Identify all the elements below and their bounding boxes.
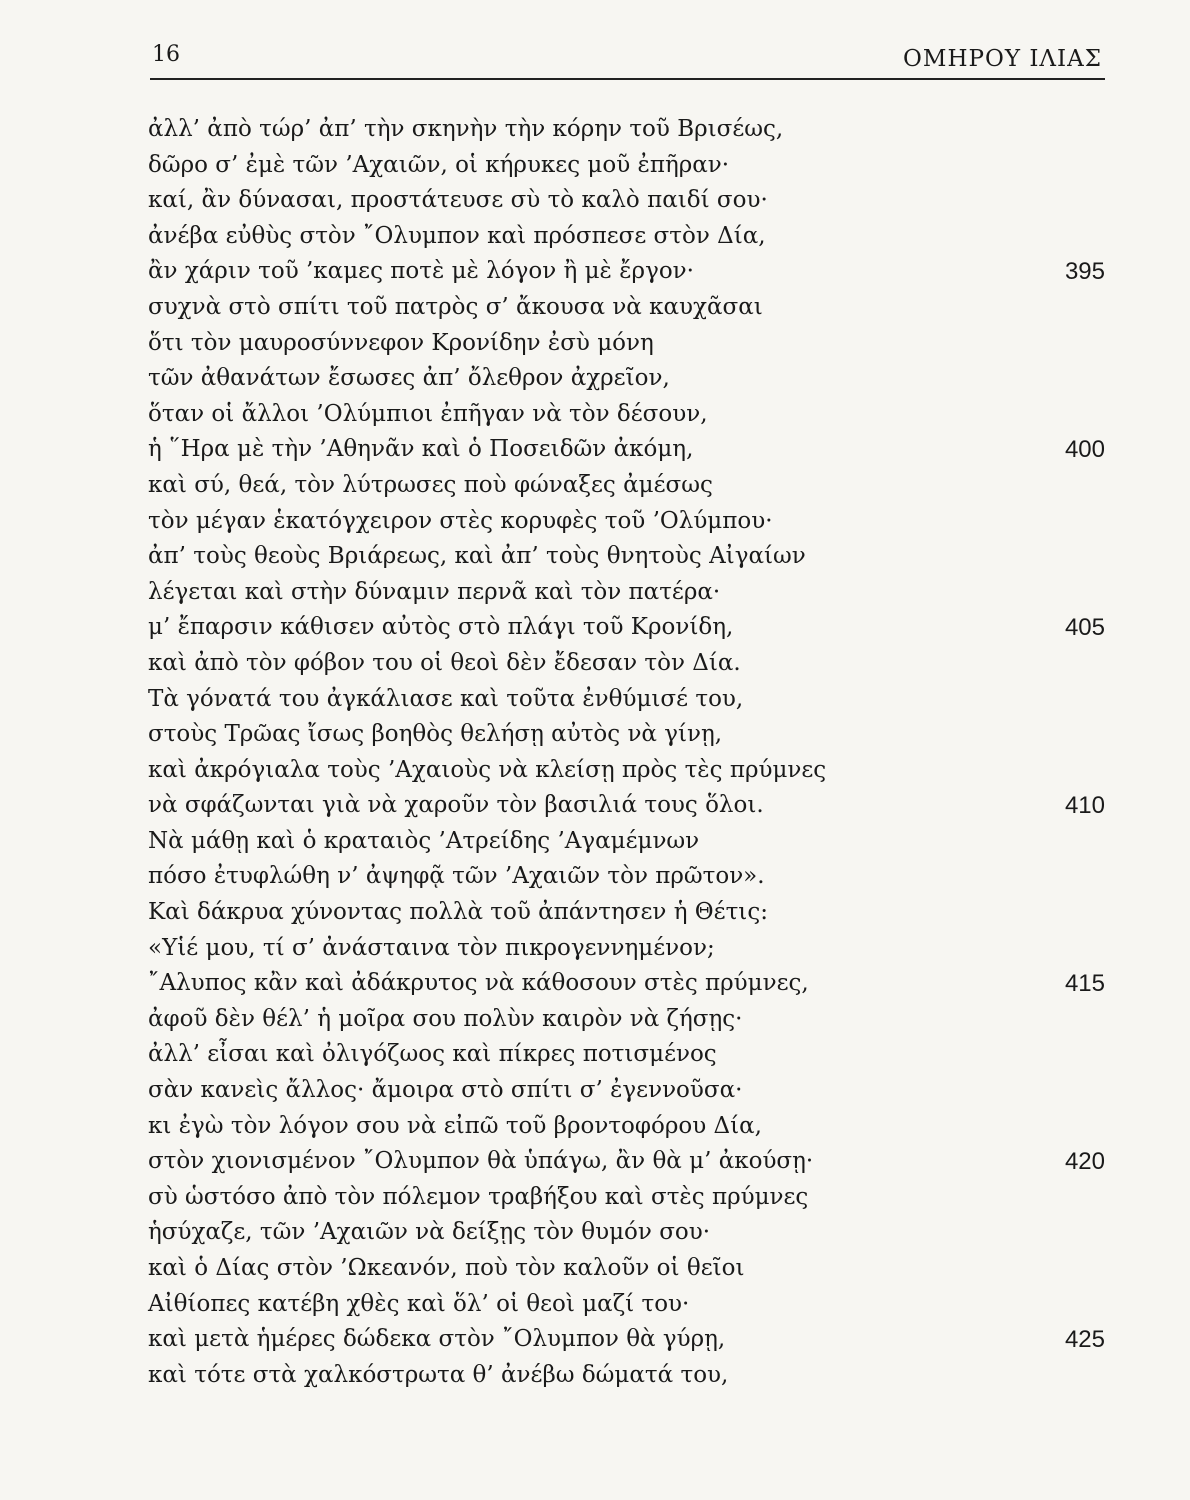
verse-text: τὸν μέγαν ἑκατόγχειρον στὲς κορυφὲς τοῦ ’Ολύμπου· (148, 507, 773, 534)
verse-line (148, 254, 1105, 290)
verse-line (148, 148, 1105, 184)
verse-text: σὰν κανεὶς ἄλλος· ἄμοιρα στὸ σπίτι σ’ ἐγεννοῦσα· (148, 1077, 743, 1104)
verse-line (148, 112, 1105, 148)
header-rule (150, 78, 1105, 80)
verse-line (148, 859, 1105, 895)
verse-text: στοὺς Τρῶας ἴσως βοηθὸς θελήσῃ αὐτὸς νὰ γίνῃ, (148, 721, 723, 748)
verse-text: ὅταν οἱ ἄλλοι ’Ολύμπιοι ἐπῆγαν νὰ τὸν δέσουν, (148, 400, 708, 427)
poem-text (148, 112, 1105, 1393)
verse-line (148, 1037, 1105, 1073)
verse-text: ἀφοῦ δὲν θέλ’ ἡ μοῖρα σου πολὺν καιρὸν νὰ ζήσῃς· (148, 1005, 743, 1032)
verse-text: ἡ ῞Ηρα μὲ τὴν ’Αθηνᾶν καὶ ὁ Ποσειδῶν ἀκόμη, (148, 436, 694, 463)
verse-text: ἂν χάριν τοῦ ’καμες ποτὲ μὲ λόγον ἢ μὲ ἔργον· (148, 258, 694, 285)
line-number: 405 (1064, 614, 1105, 642)
verse-line (148, 1144, 1105, 1180)
verse-text: καί, ἂν δύνασαι, προστάτευσε σὺ τὸ καλὸ παιδί σου· (148, 187, 768, 214)
verse-line (148, 539, 1105, 575)
verse-line (148, 1287, 1105, 1323)
verse-text: μ’ ἔπαρσιν κάθισεν αὐτὸς στὸ πλάγι τοῦ Κρονίδη, (148, 614, 734, 641)
verse-line (148, 326, 1105, 362)
verse-line (148, 788, 1105, 824)
verse-text: καὶ μετὰ ἡμέρες δώδεκα στὸν ῎Ολυμπον θὰ γύρῃ, (148, 1326, 726, 1353)
verse-line (148, 1251, 1105, 1287)
line-number: 395 (1064, 258, 1105, 286)
line-number: 420 (1064, 1148, 1105, 1176)
verse-text: ἀλλ’ ἀπὸ τώρ’ ἀπ’ τὴν σκηνὴν τὴν κόρην τοῦ Βρισέως, (148, 116, 784, 142)
verse-text: καὶ τότε στὰ χαλκόστρωτα θ’ ἀνέβω δώματά του, (148, 1361, 729, 1388)
verse-text: Νὰ μάθῃ καὶ ὁ κραταιὸς ’Ατρείδης ’Αγαμέμνων (148, 827, 700, 854)
verse-text: ἀλλ’ εἶσαι καὶ ὀλιγόζωος καὶ πίκρες ποτισμένος (148, 1041, 717, 1068)
verse-text: καὶ ἀπὸ τὸν φόβον του οἱ θεοὶ δὲν ἔδεσαν τὸν Δία. (148, 649, 741, 676)
verse-line (148, 361, 1105, 397)
verse-text: «Υἱέ μου, τί σ’ ἀνάσταινα τὸν πικρογεννημένον; (148, 934, 715, 961)
verse-text: Τὰ γόνατά του ἀγκάλιασε καὶ τοῦτα ἐνθύμισέ του, (148, 685, 744, 712)
verse-line (148, 1109, 1105, 1145)
verse-line (148, 219, 1105, 255)
verse-line (148, 824, 1105, 860)
verse-text: ἀνέβα εὐθὺς στὸν ῎Ολυμπον καὶ πρόσπεσε στὸν Δία, (148, 222, 766, 249)
verse-line (148, 1358, 1105, 1394)
verse-line (148, 931, 1105, 967)
verse-text: ἡσύχαζε, τῶν ’Αχαιῶν νὰ δείξῃς τὸν θυμόν σου· (148, 1219, 711, 1246)
verse-text: καὶ ἀκρόγιαλα τοὺς ’Αχαιοὺς νὰ κλείσῃ πρὸς τὲς πρύμνες (148, 756, 827, 783)
verse-line (148, 1215, 1105, 1251)
verse-line (148, 717, 1105, 753)
verse-text: Καὶ δάκρυα χύνοντας πολλὰ τοῦ ἀπάντησεν ἡ Θέτις: (148, 899, 768, 926)
verse-line (148, 646, 1105, 682)
verse-line (148, 432, 1105, 468)
verse-text: τῶν ἀθανάτων ἔσωσες ἀπ’ ὄλεθρον ἀχρεῖον, (148, 365, 670, 392)
verse-line (148, 468, 1105, 504)
verse-line (148, 1073, 1105, 1109)
verse-text: ὅτι τὸν μαυροσύννεφον Κρονίδην ἐσὺ μόνη (148, 329, 654, 356)
verse-line (148, 1322, 1105, 1358)
verse-text: λέγεται καὶ στὴν δύναμιν περνᾶ καὶ τὸν πατέρα· (148, 578, 721, 605)
verse-text: ῎Αλυπος κἂν καὶ ἀδάκρυτος νὰ κάθοσουν στὲς πρύμνες, (148, 970, 809, 997)
verse-text: καὶ σύ, θεά, τὸν λύτρωσες ποὺ φώναξες ἀμέσως (148, 471, 713, 498)
verse-line (148, 504, 1105, 540)
verse-text: πόσο ἐτυφλώθη ν’ ἀψηφᾷ τῶν ’Αχαιῶν τὸν πρῶτον». (148, 863, 765, 890)
verse-text: στὸν χιονισμένον ῎Ολυμπον θὰ ὑπάγω, ἂν θὰ μ’ ἀκούσῃ· (148, 1148, 814, 1175)
verse-line (148, 1180, 1105, 1216)
running-title: ΟΜΗΡΟΥ ΙΛΙΑΣ (903, 46, 1102, 72)
verse-line (148, 397, 1105, 433)
verse-text: καὶ ὁ Δίας στὸν ’Ωκεανόν, ποὺ τὸν καλοῦν οἱ θεῖοι (148, 1255, 745, 1281)
verse-text: κι ἐγὼ τὸν λόγον σου νὰ εἰπῶ τοῦ βροντοφόρου Δία, (148, 1112, 762, 1139)
verse-line (148, 682, 1105, 718)
verse-line (148, 290, 1105, 326)
verse-line (148, 753, 1105, 789)
verse-line (148, 610, 1105, 646)
verse-line (148, 575, 1105, 611)
verse-text: Αἰθίοπες κατέβη χθὲς καὶ ὅλ’ οἱ θεοὶ μαζί του· (148, 1290, 690, 1317)
verse-line (148, 1002, 1105, 1038)
line-number: 410 (1064, 792, 1105, 820)
verse-line (148, 966, 1105, 1002)
verse-text: δῶρο σ’ ἐμὲ τῶν ’Αχαιῶν, οἱ κήρυκες μοῦ ἐπῆραν· (148, 151, 730, 178)
page-number: 16 (152, 42, 180, 67)
verse-line (148, 183, 1105, 219)
verse-text: συχνὰ στὸ σπίτι τοῦ πατρὸς σ’ ἄκουσα νὰ καυχᾶσαι (148, 293, 763, 320)
line-number: 425 (1064, 1326, 1105, 1354)
line-number: 400 (1064, 436, 1105, 464)
verse-text: ἀπ’ τοὺς θεοὺς Βριάρεως, καὶ ἀπ’ τοὺς θνητοὺς Αἰγαίων (148, 543, 806, 570)
verse-line (148, 895, 1105, 931)
verse-text: σὺ ὡστόσο ἀπὸ τὸν πόλεμον τραβήξου καὶ στὲς πρύμνες (148, 1183, 809, 1210)
line-number: 415 (1064, 970, 1105, 998)
verse-text: νὰ σφάζωνται γιὰ νὰ χαροῦν τὸν βασιλιά τους ὅλοι. (148, 792, 764, 819)
